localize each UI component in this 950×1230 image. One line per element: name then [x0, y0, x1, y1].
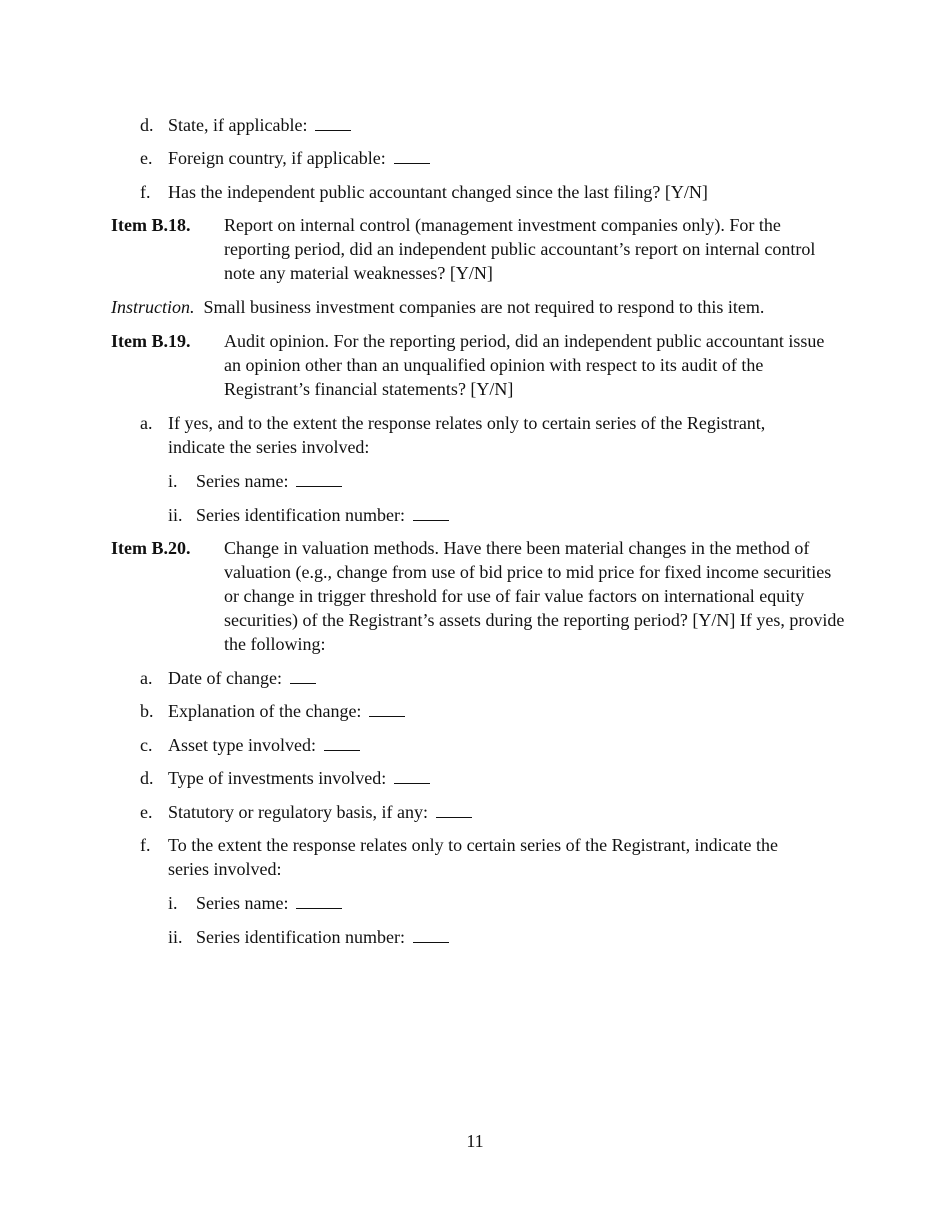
answer-blank[interactable]	[315, 113, 351, 131]
list-marker: b.	[140, 701, 154, 721]
list-marker: c.	[140, 735, 153, 755]
b20-asset-type-text: Asset type involved:	[168, 735, 316, 755]
list-marker: a.	[140, 668, 153, 688]
b20-series-id-text: Series identification number:	[196, 927, 405, 947]
answer-blank[interactable]	[369, 699, 405, 717]
list-marker: i.	[168, 471, 178, 491]
page-number: 11	[466, 1131, 484, 1151]
item-b20-label: Item B.20.	[111, 538, 191, 558]
list-marker: ii.	[168, 927, 183, 947]
list-marker: a.	[140, 413, 153, 433]
b20-regulatory-basis-text: Statutory or regulatory basis, if any:	[168, 802, 428, 822]
answer-blank[interactable]	[296, 469, 342, 487]
instruction-text: Small business investment companies are not required to respond to this item.	[203, 297, 765, 317]
line-foreign-country-text: Foreign country, if applicable:	[168, 148, 386, 168]
list-marker: f.	[140, 835, 151, 855]
b19-series-name-text: Series name:	[196, 471, 289, 491]
b20-series-involved-text: To the extent the response relates only to certain series of the Registrant, indicate the series involved:	[168, 835, 779, 879]
answer-blank[interactable]	[436, 800, 472, 818]
b20-explanation-text: Explanation of the change:	[168, 701, 362, 721]
list-marker: d.	[140, 768, 154, 788]
list-marker: ii.	[168, 505, 183, 525]
answer-blank[interactable]	[296, 891, 342, 909]
item-b18-label: Item B.18.	[111, 215, 191, 235]
list-marker: i.	[168, 893, 178, 913]
b19-line-a-text: If yes, and to the extent the response relates only to certain series of the Registrant, indicate the series involved:	[168, 413, 766, 457]
answer-blank[interactable]	[324, 733, 360, 751]
answer-blank[interactable]	[413, 503, 449, 521]
b20-series-name-text: Series name:	[196, 893, 289, 913]
item-b20-text: Change in valuation methods. Have there been material changes in the method of valuation (e.g., change from use of bid price to mid price for fixed income securities or change in trigger threshold for use of fair value factors on international equity securities) of the Registrant’s assets during the reporting period? [Y/N] If yes, provide the following:	[224, 538, 845, 654]
item-b19-label: Item B.19.	[111, 331, 191, 351]
item-b19-text: Audit opinion. For the reporting period, did an independent public accountant issue an opinion other than an unqualified opinion with respect to its audit of the Registrant’s financial statements? [Y/N]	[224, 331, 825, 399]
list-marker: e.	[140, 148, 153, 168]
b20-date-of-change-text: Date of change:	[168, 668, 282, 688]
b19-series-id-text: Series identification number:	[196, 505, 405, 525]
answer-blank[interactable]	[290, 666, 316, 684]
line-accountant-changed-text: Has the independent public accountant changed since the last filing? [Y/N]	[168, 182, 708, 202]
list-marker: d.	[140, 115, 154, 135]
instruction-label: Instruction.	[111, 297, 195, 317]
answer-blank[interactable]	[394, 766, 430, 784]
answer-blank[interactable]	[394, 146, 430, 164]
line-state-text: State, if applicable:	[168, 115, 308, 135]
item-b18-text: Report on internal control (management investment companies only). For the reporting period, did an independent public accountant’s report on internal control note any material weaknesses? [Y/N]	[224, 215, 816, 283]
list-marker: f.	[140, 182, 151, 202]
list-marker: e.	[140, 802, 153, 822]
answer-blank[interactable]	[413, 925, 449, 943]
b20-investment-type-text: Type of investments involved:	[168, 768, 387, 788]
